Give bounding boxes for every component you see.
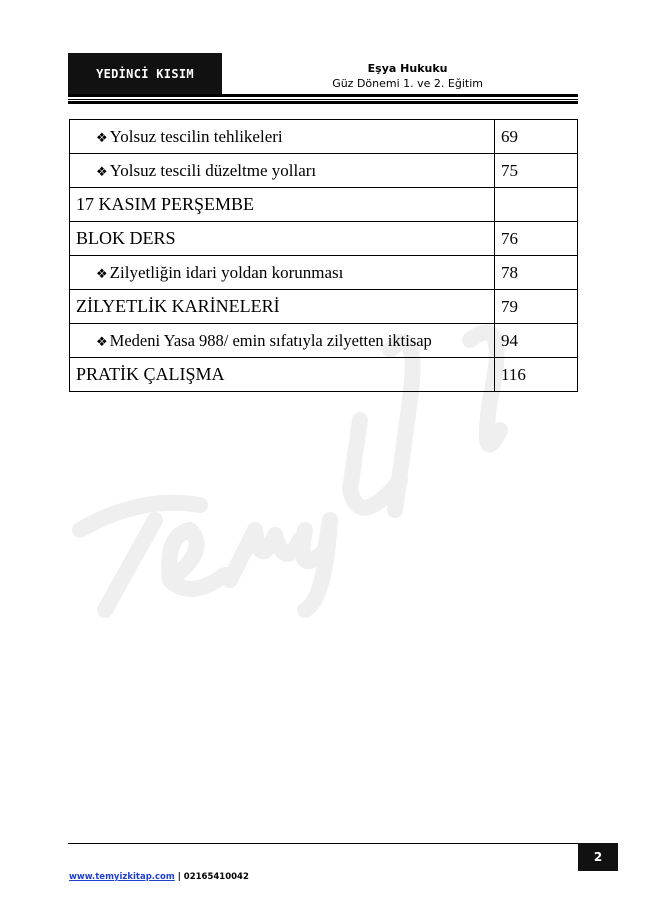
footer-contact [69, 872, 249, 882]
footer-separator: | [177, 872, 181, 882]
section-badge [68, 53, 222, 94]
toc-page-number [495, 188, 578, 222]
toc-row[interactable] [70, 222, 578, 256]
header-rule [68, 94, 578, 97]
toc-entry-text: ZİLYETLİK KARİNELERİ [70, 290, 495, 324]
diamond-bullet-icon: ❖ [96, 130, 108, 146]
book-subtitle: Güz Dönemi 1. ve 2. Eğitim [332, 77, 483, 90]
toc-entry-label [70, 324, 495, 358]
toc-row[interactable] [70, 256, 578, 290]
diamond-bullet-icon: ❖ [96, 334, 108, 350]
diamond-bullet-icon: ❖ [96, 266, 108, 282]
toc-row[interactable] [70, 120, 578, 154]
toc-page-number: 79 [495, 290, 578, 324]
page-number: 2 [593, 850, 603, 864]
toc-entry-text: PRATİK ÇALIŞMA [70, 358, 495, 392]
page-number-badge [578, 843, 618, 871]
toc-row[interactable] [70, 358, 578, 392]
toc-entry-text: Yolsuz tescilin tehlikeleri [109, 126, 283, 146]
toc-entry-text: Medeni Yasa 988/ emin sıfatıyla zilyetten iktisap [109, 330, 432, 350]
toc-page-number: 69 [495, 120, 578, 154]
toc-entry-label [70, 154, 495, 188]
table-of-contents [69, 119, 578, 392]
footer-rule [68, 843, 578, 844]
toc-entry-text: 17 KASIM PERŞEMBE [70, 188, 495, 222]
toc-row[interactable] [70, 290, 578, 324]
toc-entry-text: Yolsuz tescili düzeltme yolları [109, 160, 317, 180]
section-label: YEDİNCİ KISIM [96, 66, 194, 81]
header-rule [68, 101, 578, 104]
toc-page-number: 76 [495, 222, 578, 256]
toc-entry-text: Zilyetliğin idari yoldan korunması [109, 262, 344, 282]
toc-row[interactable] [70, 154, 578, 188]
toc-page-number: 94 [495, 324, 578, 358]
diamond-bullet-icon: ❖ [96, 164, 108, 180]
toc-entry-label [70, 256, 495, 290]
website-link[interactable]: www.temyizkitap.com [69, 872, 175, 882]
toc-entry-label [70, 120, 495, 154]
toc-page-number: 75 [495, 154, 578, 188]
book-heading [332, 61, 483, 91]
book-title: Eşya Hukuku [367, 62, 448, 75]
toc-page-number: 78 [495, 256, 578, 290]
toc-entry-text: BLOK DERS [70, 222, 495, 256]
toc-row[interactable] [70, 188, 578, 222]
phone-number: 02165410042 [183, 872, 249, 882]
toc-row[interactable] [70, 324, 578, 358]
toc-page-number: 116 [495, 358, 578, 392]
header-rule [68, 99, 578, 100]
